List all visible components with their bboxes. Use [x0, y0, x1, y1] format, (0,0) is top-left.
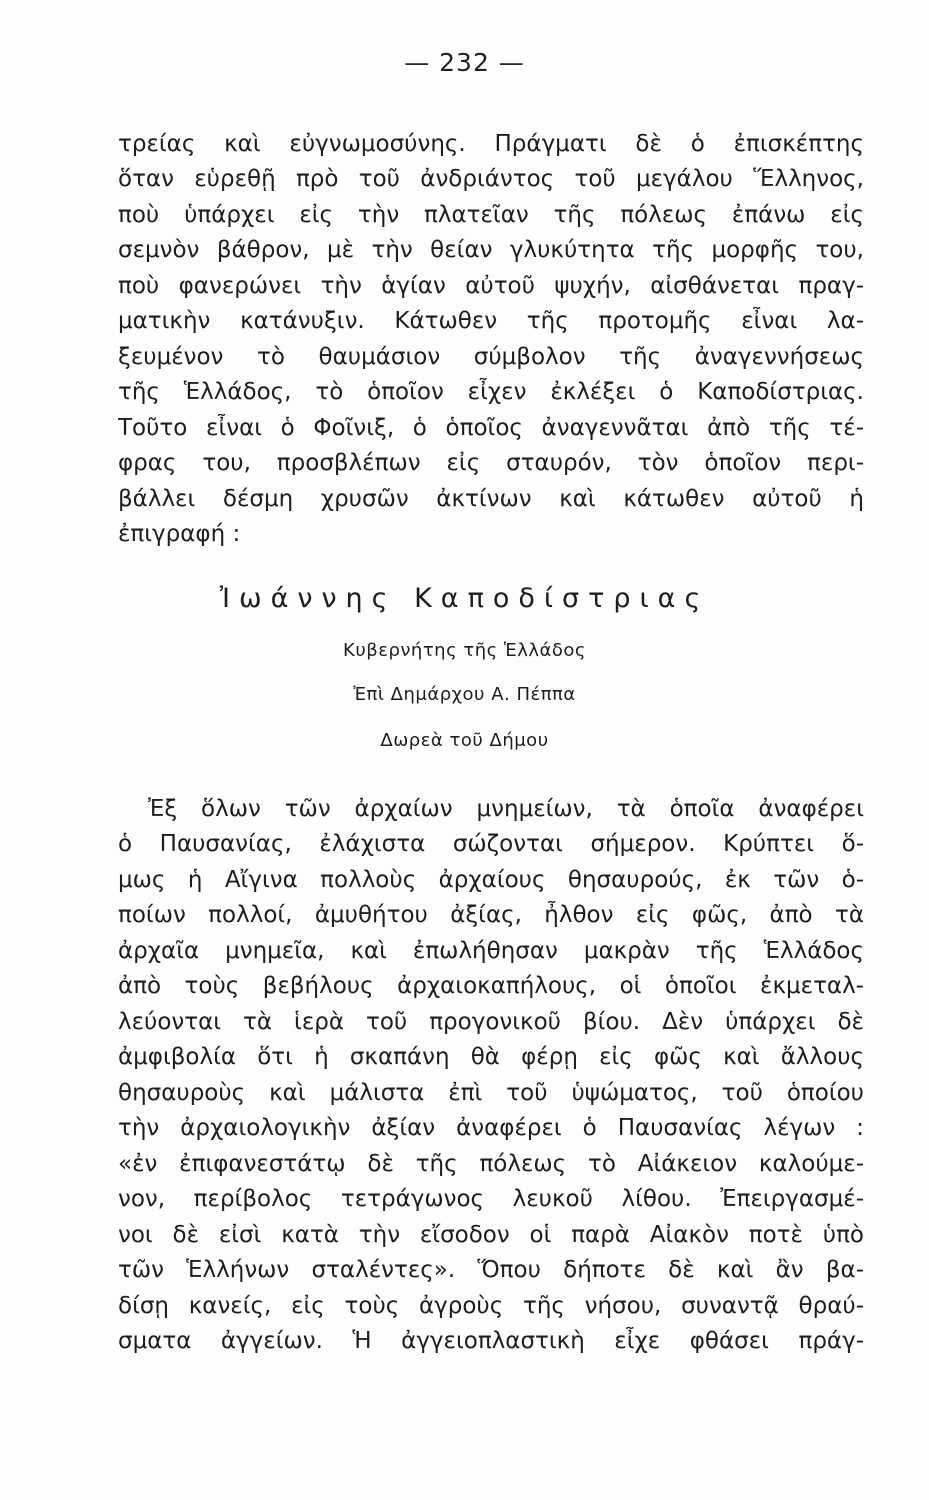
paragraph2-line: «ἐν ἐπιφανεστάτῳ δὲ τῆς πόλεως τὸ Αἰάκειον καλούμε- — [118, 1151, 864, 1177]
paragraph2-line: ἀμφιβολία ὅτι ἡ σκαπάνη θὰ φέρῃ εἰς φῶς καὶ ἄλλους — [118, 1044, 864, 1070]
inscription-line: Κυβερνήτης τῆς Ἑλλάδος — [343, 640, 586, 661]
paragraph2-line: ὁ Παυσανίας, ἐλάχιστα σώζονται σήμερον. Κρύπτει ὅ- — [118, 831, 864, 857]
paragraph2-line: Ἐξ ὅλων τῶν ἀρχαίων μνημείων, τὰ ὁποῖα ἀναφέρει — [148, 796, 864, 822]
paragraph1-line: Τοῦτο εἶναι ὁ Φοῖνιξ, ὁ ὁποῖος ἀναγεννᾶται ἀπὸ τῆς τέ- — [118, 415, 864, 441]
paragraph2-line: σματα ἀγγείων. Ἡ ἀγγειοπλαστικὴ εἶχε φθάσει πράγ- — [118, 1328, 864, 1354]
paragraph1-line: ποὺ ὑπάρχει εἰς τὴν πλατεῖαν τῆς πόλεως ἐπάνω εἰς — [118, 202, 864, 228]
page-number: — 232 — — [404, 48, 525, 77]
paragraph1-line: ἐπιγραφή : — [118, 521, 241, 547]
paragraph2-line: ἀρχαῖα μνημεῖα, καὶ ἐπωλήθησαν μακρὰν τῆς Ἑλλάδος — [118, 938, 864, 964]
paragraph2-line: τῶν Ἑλλήνων σταλέντες». Ὅπου δήποτε δὲ καὶ ἂν βα- — [118, 1257, 864, 1283]
inscription-line: Ἐπὶ Δημάρχου Α. Πέππα — [353, 684, 576, 705]
paragraph2-line: ἀπὸ τοὺς βεβήλους ἀρχαιοκαπήλους, οἱ ὁποῖοι ἐκμεταλ- — [118, 973, 864, 999]
paragraph2-line: δίσῃ κανείς, εἰς τοὺς ἀγροὺς τῆς νήσου, συναντᾷ θραύ- — [118, 1293, 864, 1319]
paragraph2-line: θησαυροὺς καὶ μάλιστα ἐπὶ τοῦ ὑψώματος, τοῦ ὁποίου — [118, 1080, 864, 1106]
paragraph1-line: τρείας καὶ εὐγνωμοσύνης. Πράγματι δὲ ὁ ἐπισκέπτης — [118, 131, 864, 157]
paragraph1-line: βάλλει δέσμη χρυσῶν ἀκτίνων καὶ κάτωθεν αὐτοῦ ἡ — [118, 486, 864, 512]
paragraph2-line: νον, περίβολος τετράγωνος λευκοῦ λίθου. Ἐπειργασμέ- — [118, 1186, 864, 1212]
paragraph1-line: σεμνὸν βάθρον, μὲ τὴν θείαν γλυκύτητα τῆς μορφῆς του, — [118, 237, 864, 263]
paragraph1-line: τῆς Ἑλλάδος, τὸ ὁποῖον εἶχεν ἐκλέξει ὁ Καποδίστριας. — [118, 379, 864, 405]
paragraph2-line: νοι δὲ εἰσὶ κατὰ τὴν εἴσοδον οἱ παρὰ Αἰακὸν ποτὲ ὑπὸ — [118, 1222, 864, 1248]
paragraph2-line: ποίων πολλοί, ἀμυθήτου ἀξίας, ἦλθον εἰς φῶς, ἀπὸ τὰ — [118, 902, 864, 928]
inscription-line: Δωρεὰ τοῦ Δήμου — [380, 730, 549, 751]
paragraph2-line: τὴν ἀρχαιολογικὴν ἀξίαν ἀναφέρει ὁ Παυσανίας λέγων : — [118, 1115, 864, 1141]
inscription-name: Ἰωάννης Καποδίστριας — [219, 583, 710, 614]
paragraph1-line: φρας του, προσβλέπων εἰς σταυρόν, τὸν ὁποῖον περι- — [118, 450, 864, 476]
paragraph1-line: ποὺ φανερώνει τὴν ἁγίαν αὐτοῦ ψυχήν, αἰσθάνεται πραγ- — [118, 273, 864, 299]
paragraph1-line: ματικὴν κατάνυξιν. Κάτωθεν τῆς προτομῆς εἶναι λα- — [118, 308, 864, 334]
paragraph1-line: ξευμένον τὸ θαυμάσιον σύμβολον τῆς ἀναγεννήσεως — [118, 344, 864, 370]
paragraph2-line: μως ἡ Αἴγινα πολλοὺς ἀρχαίους θησαυρούς, ἐκ τῶν ὁ- — [118, 867, 864, 893]
paragraph1-line: ὅταν εὑρεθῇ πρὸ τοῦ ἀνδριάντος τοῦ μεγάλου Ἕλληνος, — [118, 166, 864, 192]
paragraph2-line: λεύονται τὰ ἱερὰ τοῦ προγονικοῦ βίου. Δὲν ὑπάρχει δὲ — [118, 1009, 864, 1035]
